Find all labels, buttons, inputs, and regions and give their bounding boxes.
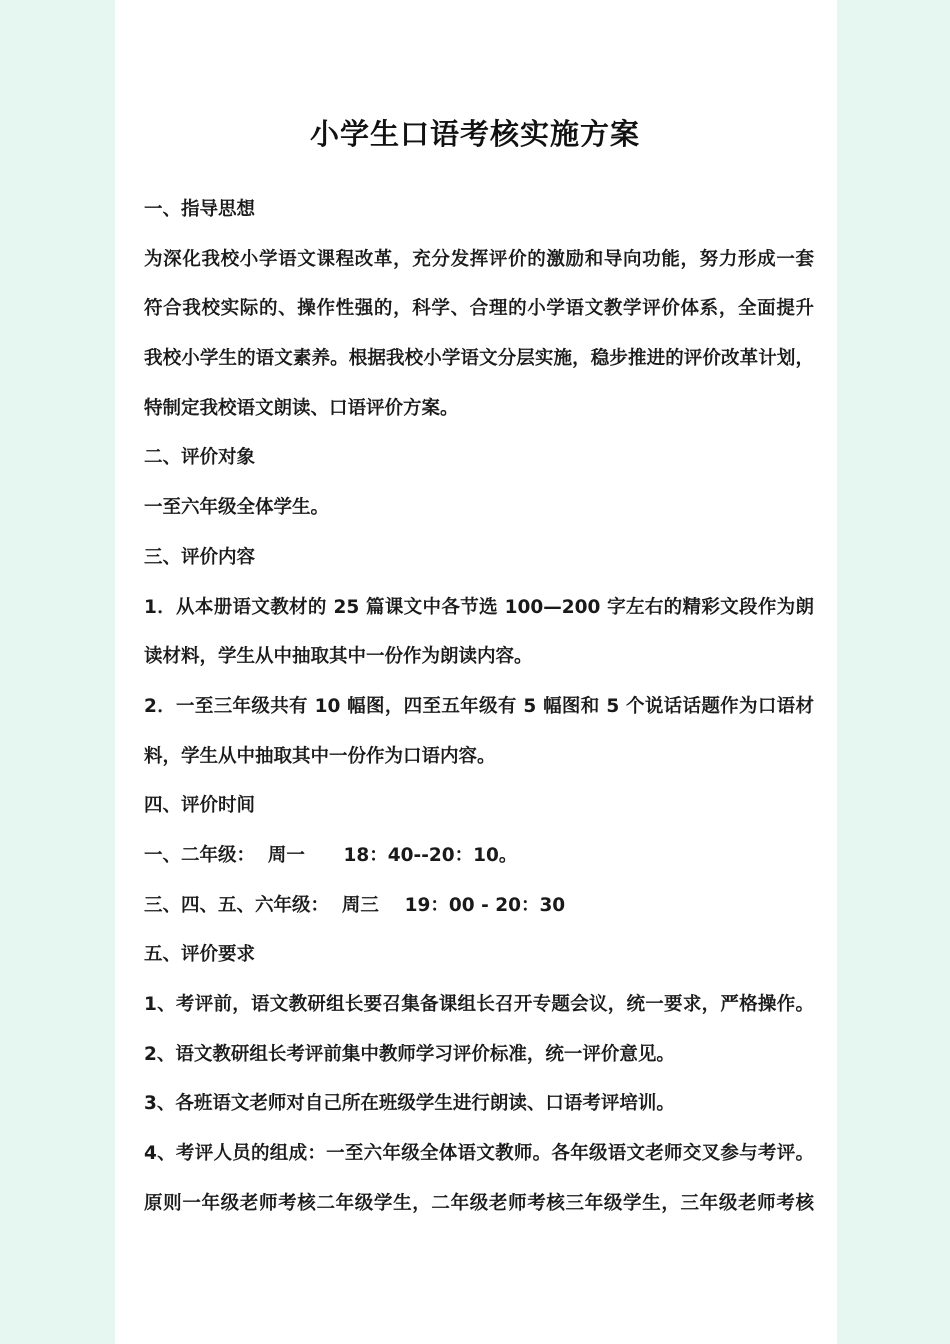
paragraph-line: 1．从本册语文教材的 25 篇课文中各节选 100—200 字左右的精彩文段作为朗: [144, 596, 814, 618]
requirement-line: 原则一年级老师考核二年级学生，二年级老师考核三年级学生，三年级老师考核: [144, 1192, 814, 1214]
paragraph-line: 符合我校实际的、操作性强的，科学、合理的小学语文教学评价体系，全面提升: [144, 298, 814, 320]
document-body: [144, 190, 814, 1233]
section-heading: 三、评价内容: [144, 546, 256, 568]
document-title: 小学生口语考核实施方案: [309, 117, 640, 151]
requirement-line: 1、考评前，语文教研组长要召集备课组长召开专题会议，统一要求，严格操作。: [144, 994, 814, 1015]
paragraph-line: 特制定我校语文朗读、口语评价方案。: [144, 397, 459, 419]
section-heading: 一、指导思想: [144, 199, 256, 220]
section-heading: 四、评价时间: [144, 795, 256, 817]
section-heading: 五、评价要求: [144, 944, 256, 966]
section-heading: 二、评价对象: [144, 447, 256, 469]
requirement-line: 4、考评人员的组成：一至六年级全体语文教师。各年级语文老师交叉参与考评。: [144, 1143, 814, 1165]
requirement-line: 2、语文教研组长考评前集中教师学习评价标准，统一评价意见。: [144, 1043, 675, 1065]
schedule-line: 三、四、五、六年级： 周三 19：00 - 20：30: [144, 894, 566, 916]
paragraph-line: 料，学生从中抽取其中一份作为口语内容。: [144, 745, 496, 767]
paragraph-line: 为深化我校小学语文课程改革，充分发挥评价的激励和导向功能，努力形成一套: [144, 248, 814, 270]
requirement-line: 3、各班语文老师对自己所在班级学生进行朗读、口语考评培训。: [144, 1093, 675, 1115]
paragraph-line: 一至六年级全体学生。: [144, 497, 330, 519]
paragraph-line: 读材料，学生从中抽取其中一份作为朗读内容。: [144, 646, 533, 668]
paragraph-line: 我校小学生的语文素养。根据我校小学语文分层实施，稳步推进的评价改革计划，: [144, 348, 814, 370]
schedule-line: 一、二年级： 周一 18：40--20：10。: [144, 844, 518, 866]
paragraph-line: 2．一至三年级共有 10 幅图，四至五年级有 5 幅图和 5 个说话话题作为口语材: [144, 695, 814, 717]
